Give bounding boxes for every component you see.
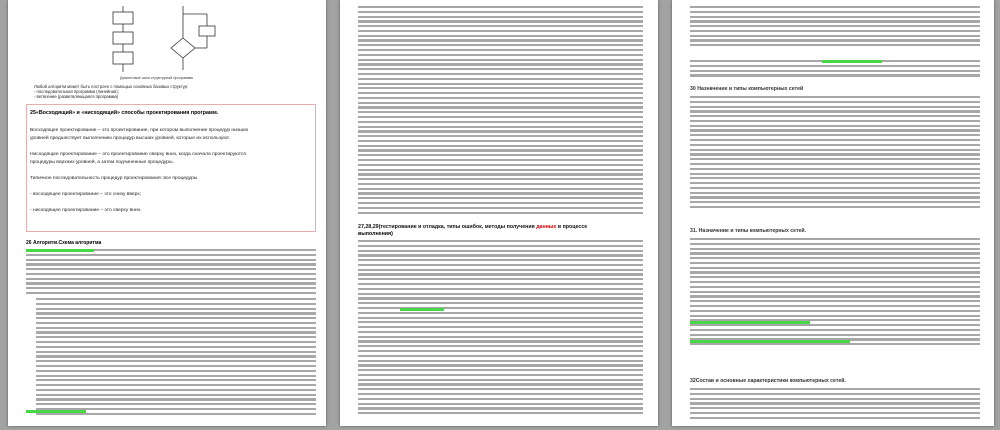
box-line: уровней предшествует выполнению процедур высших уровней, которые их используют.: [30, 136, 230, 141]
section-heading-highlight: данных: [536, 224, 557, 230]
section-heading-27-line2: выполнения): [358, 231, 393, 237]
document-page-2: [340, 0, 658, 426]
box-line: Нисходящее проектирование – это проектирование сверху вниз, когда сначала проектируются: [30, 152, 246, 157]
document-page-3: [672, 0, 994, 426]
highlight-mark: [26, 249, 94, 252]
box-line: - восходящее проектирование – это снизу вверх;: [30, 192, 142, 197]
section-heading-text: в процессе: [556, 224, 588, 230]
body-text-block: [26, 249, 316, 297]
section-heading-26: 26 Алгоритм.Схема алгоритма: [26, 240, 102, 246]
box-heading: 25«Восходящий» и «нисходящий» способы проектирования программ.: [30, 110, 219, 116]
body-text-block: [358, 6, 643, 216]
section-heading-30: 30 Назначение и типы компьютерных сетей: [690, 86, 804, 92]
body-text-block: [36, 298, 316, 418]
section-heading-32: 32Состав и основные характеристики компьютерных сетей.: [690, 378, 846, 384]
document-page-1: [8, 0, 326, 426]
highlight-mark: [26, 410, 86, 413]
body-text-block: [690, 96, 980, 211]
highlight-mark: [822, 60, 882, 63]
box-line: процедуры верхних уровней, а затем подчиненные процедуры.: [30, 160, 174, 165]
highlight-mark: [400, 308, 444, 311]
body-text-block: [690, 388, 980, 421]
intro-line: - последовательная программа (линейная);: [34, 89, 119, 94]
box-line: Типичное последовательность процедур проектирования: все процедуры: [30, 176, 198, 181]
highlight-mark: [690, 321, 810, 324]
body-text-block: [358, 240, 643, 417]
box-line: - нисходящее проектирование – это сверху вниз.: [30, 208, 142, 213]
body-text-block: [690, 6, 980, 49]
figure-caption: Диалоговое окно структурной программы: [120, 76, 194, 80]
body-text-block: [690, 238, 980, 348]
intro-line: Любой алгоритм может быть построен с помощью основных базовых структур:: [34, 84, 189, 89]
section-heading-text: 27,28,29(тестирование и отладка, типы ошибок, методы получения: [358, 224, 537, 230]
section-heading-31: 31. Назначение и типы компьютерных сетей.: [690, 228, 807, 234]
flowchart-diagram: [103, 6, 233, 78]
box-line: Восходящее проектирование – это проектирование, при котором выполнение процедур низших: [30, 128, 249, 133]
intro-line: - ветвление (разветвляющаяся программа): [34, 94, 119, 99]
section-heading-27: [358, 224, 587, 230]
highlight-mark: [690, 340, 850, 343]
